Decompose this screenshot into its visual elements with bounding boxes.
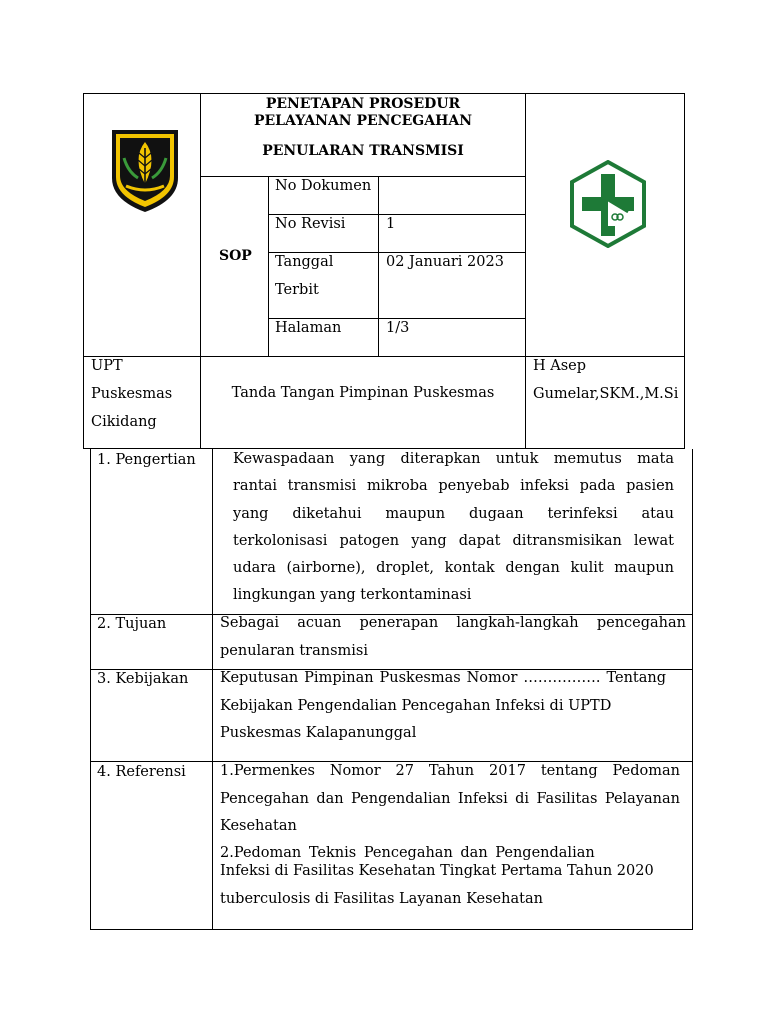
pengertian-line: yang diketahui maupun dugaan terinfeksi atau bbox=[233, 505, 674, 522]
doc-title-line2: PELAYANAN PENCEGAHAN bbox=[253, 113, 472, 129]
doc-title-line1: PENETAPAN PROSEDUR bbox=[265, 96, 461, 112]
doc-title-line3: PENULARAN TRANSMISI bbox=[262, 143, 464, 159]
signer-name-line1: H Asep bbox=[533, 358, 587, 374]
tujuan-line: penularan transmisi bbox=[220, 642, 368, 659]
referensi-line: 2.Pedoman Teknis Pencegahan dan Pengendalian bbox=[220, 845, 595, 861]
section-content-referensi-item2 bbox=[220, 843, 680, 908]
signer-name bbox=[533, 352, 678, 408]
sop-label: SOP bbox=[219, 248, 252, 264]
referensi-line: Pencegahan dan Pengendalian Infeksi di Fasilitas Pelayanan bbox=[220, 790, 680, 807]
section-content-tujuan bbox=[220, 610, 686, 665]
org-name-line2: Puskesmas bbox=[91, 386, 173, 402]
field-value-tanggal-terbit: 02 Januari 2023 bbox=[386, 254, 504, 270]
pengertian-line: lingkungan yang terkontaminasi bbox=[233, 587, 472, 604]
field-label-tanggal-terbit bbox=[275, 248, 333, 304]
section-label-referensi: 4. Referensi bbox=[97, 764, 186, 780]
field-label-no-revisi: No Revisi bbox=[275, 216, 346, 232]
section-label-kebijakan: 3. Kebijakan bbox=[97, 671, 189, 687]
field-value-no-revisi: 1 bbox=[386, 216, 396, 232]
pengertian-line: terkolonisasi patogen yang dapat ditransmisikan lewat bbox=[233, 532, 674, 549]
regional-seal-logo bbox=[110, 128, 180, 214]
section-content-kebijakan bbox=[220, 665, 666, 748]
kebijakan-line: Keputusan Pimpinan Puskesmas Nomor ……………. Tentang bbox=[220, 670, 666, 686]
signature-label: Tanda Tangan Pimpinan Puskesmas bbox=[231, 385, 495, 401]
section-label-pengertian: 1. Pengertian bbox=[97, 452, 196, 468]
pengertian-line: udara (airborne), droplet, kontak dengan kulit maupun bbox=[233, 560, 674, 577]
field-label-terbit: Terbit bbox=[275, 282, 319, 298]
field-label-halaman: Halaman bbox=[275, 320, 342, 336]
org-name-line3: Cikidang bbox=[91, 414, 157, 430]
tujuan-line: Sebagai acuan penerapan langkah-langkah pencegahan bbox=[220, 615, 686, 631]
section-content-referensi bbox=[220, 758, 680, 841]
kebijakan-line: Kebijakan Pengendalian Pencegahan Infeksi di UPTD bbox=[220, 697, 612, 714]
field-label-tanggal: Tanggal bbox=[275, 254, 334, 270]
signer-name-line2: Gumelar,SKM.,M.Si bbox=[533, 386, 679, 402]
section-label-tujuan: 2. Tujuan bbox=[97, 616, 167, 632]
referensi-line: Kesehatan bbox=[220, 818, 297, 834]
org-name bbox=[91, 352, 172, 436]
field-value-halaman: 1/3 bbox=[386, 320, 410, 336]
referensi-line: 1.Permenkes Nomor 27 Tahun 2017 tentang Pedoman bbox=[220, 763, 680, 779]
referensi-line: Infeksi di Fasilitas Kesehatan Tingkat Pertama Tahun 2020 bbox=[220, 863, 654, 879]
section-content-pengertian bbox=[233, 446, 674, 610]
field-label-no-dokumen: No Dokumen bbox=[275, 178, 372, 194]
pengertian-line: Kewaspadaan yang diterapkan untuk memutus mata bbox=[233, 451, 674, 467]
pengertian-line: rantai transmisi mikroba penyebab infeksi pada pasien bbox=[233, 478, 674, 495]
kebijakan-line: Puskesmas Kalapanunggal bbox=[220, 725, 417, 741]
puskesmas-logo bbox=[570, 160, 646, 248]
referensi-line: tuberculosis di Fasilitas Layanan Kesehatan bbox=[220, 891, 543, 907]
org-name-line1: UPT bbox=[91, 358, 123, 374]
